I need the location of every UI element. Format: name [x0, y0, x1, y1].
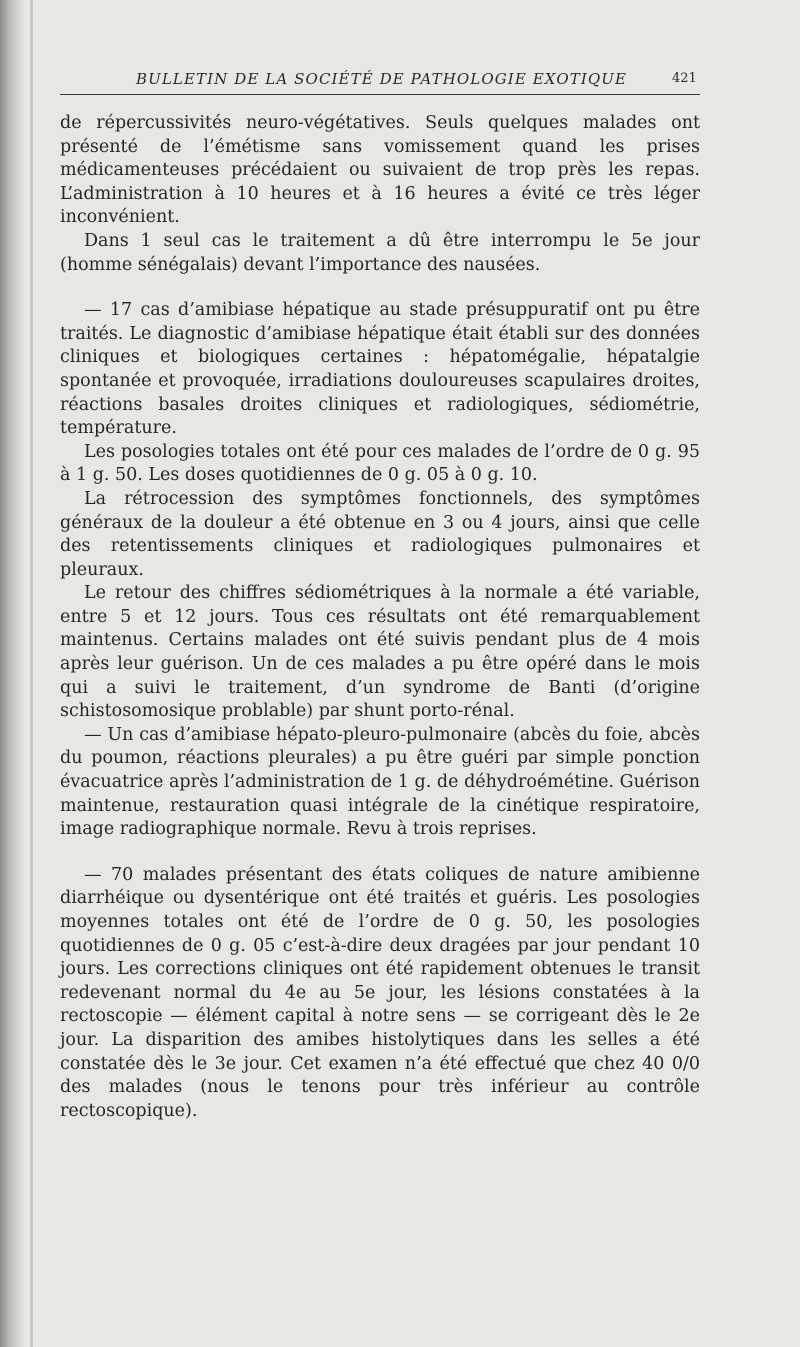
paragraph-amibiase-hepatique: — 17 cas d’amibiase hépatique au stade présuppuratif ont pu être traités. Le diagnostic d’amibiase hépatique était établi sur des données cliniques et biologiques certaines : hépatomégalie, hépatalgie spontanée et provoquée, irradiations douloureuses scapulaires droites, réactions basales droites cliniques et radiologiques, sédiométrie, température. — [60, 300, 700, 439]
body-text — [60, 112, 700, 1123]
document-page — [60, 0, 700, 1347]
paragraph-retrocession: La rétrocession des symptômes fonctionnels, des symptômes généraux de la douleur a été obtenue en 3 ou 4 jours, ainsi que celle des retentissements cliniques et radiologiques pulmonaires et pleuraux. — [60, 488, 700, 580]
running-head — [60, 68, 700, 92]
paragraph-emetisme: de répercussivités neuro-végétatives. Seuls quelques malades ont présenté de l’émétisme sans vomissement quand les prises médicamenteuses précédaient ou suivaient de trop près les repas. L’administration à 10 heures et à 16 heures a évité ce très léger inconvénient. — [60, 113, 700, 228]
header-rule — [60, 94, 700, 95]
paragraph-sediometrie: Le retour des chiffres sédiométriques à la normale a été variable, entre 5 et 12 jours. Tous ces résultats ont été remarquablement maintenus. Certains malades ont été suivis pendant plus de 4 mois après leur guérison. Un de ces malades a pu être opéré dans le mois qui a suivi le traitement, d’un syndrome de Banti (d’origine schistosomosique problable) par shunt porto-rénal. — [60, 583, 700, 722]
binding-edge — [30, 0, 33, 1347]
paragraph-etats-coliques: — 70 malades présentant des états coliques de nature amibienne diarrhéique ou dysentérique ont été traités et guéris. Les posologies moyennes totales ont été de l’ordre de 0 g. 50, les posologies quotidiennes de 0 g. 05 c’est-à-dire deux dragées par jour pendant 10 jours. Les corrections cliniques ont été rapidement obtenues le transit redevenant normal du 4e au 5e jour, les lésions constatées à la rectoscopie — élément capital à notre sens — se corrigeant dès le 2e jour. La disparition des amibes histolytiques dans les selles a été constatée dès le 3e jour. Cet examen n’a été effectué que chez 40 0/0 des malades (nous le tenons pour très inférieur au contrôle rectoscopique). — [60, 864, 700, 1121]
page-gutter-shadow — [0, 0, 24, 1347]
running-title: BULLETIN DE LA SOCIÉTÉ DE PATHOLOGIE EXOTIQUE — [136, 70, 628, 88]
paragraph-interruption: Dans 1 seul cas le traitement a dû être interrompu le 5e jour (homme sénégalais) devant l’importance des nausées. — [60, 230, 700, 275]
paragraph-posologies: Les posologies totales ont été pour ces malades de l’ordre de 0 g. 95 à 1 g. 50. Les doses quotidiennes de 0 g. 05 à 0 g. 10. — [60, 441, 700, 486]
paragraph-hepato-pleuro-pulmonaire: — Un cas d’amibiase hépato-pleuro-pulmonaire (abcès du foie, abcès du poumon, réactions pleurales) a pu être guéri par simple ponction évacuatrice après l’administration de 1 g. de déhydroémétine. Guérison maintenue, restauration quasi intégrale de la cinétique respiratoire, image radiographique normale. Revu à trois reprises. — [60, 724, 700, 840]
page-number: 421 — [672, 71, 697, 86]
